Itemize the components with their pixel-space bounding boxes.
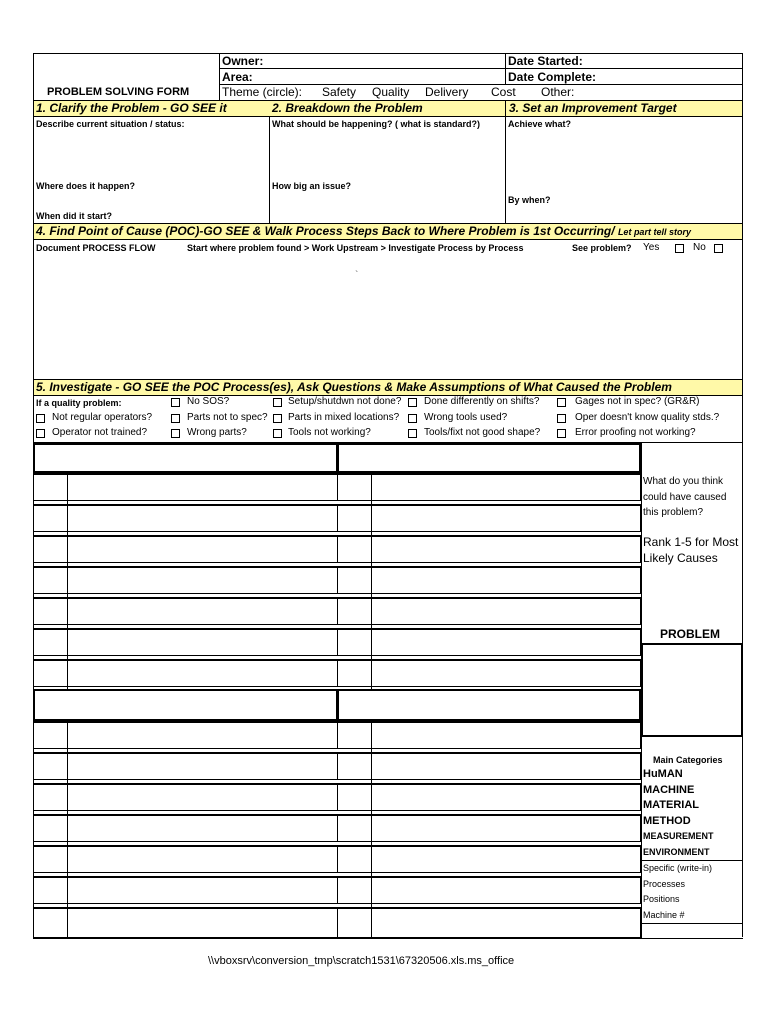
category-human: HuMAN — [643, 768, 683, 780]
section1-title: 1. Clarify the Problem - GO SEE it — [36, 101, 227, 115]
cause-row[interactable] — [33, 783, 338, 811]
cause-row[interactable] — [337, 907, 641, 938]
check-parts-mixed: Parts in mixed locations? — [288, 412, 400, 423]
check-error-proofing: Error proofing not working? — [575, 427, 696, 438]
check-no-sos: No SOS? — [187, 396, 230, 407]
process-flow-area[interactable] — [35, 256, 740, 376]
cause-row[interactable] — [33, 659, 338, 687]
cause-row[interactable] — [33, 597, 338, 625]
check-done-differently: Done differently on shifts? — [424, 396, 540, 407]
section5-title: 5. Investigate - GO SEE the POC Process(es), Ask Questions & Make Assumptions of What Caused the Problem — [36, 380, 672, 394]
theme-option-cost[interactable]: Cost — [491, 85, 516, 99]
checkbox-setup-shutdown[interactable] — [273, 398, 282, 407]
process-flow-label: Document PROCESS FLOW — [36, 243, 156, 253]
cause-row[interactable] — [337, 628, 641, 656]
checkbox-error-proofing[interactable] — [557, 429, 566, 438]
theme-option-other[interactable]: Other: — [541, 85, 575, 99]
checkbox-not-regular-operators[interactable] — [36, 414, 45, 423]
check-gages-not-spec: Gages not in spec? (GR&R) — [575, 396, 700, 407]
cause-row[interactable] — [33, 876, 338, 904]
spine-box-1[interactable] — [33, 689, 338, 721]
what-think-text: What do you think could have caused this problem? — [643, 476, 727, 518]
cause-row[interactable] — [337, 845, 641, 873]
section3-title: 3. Set an Improvement Target — [509, 101, 677, 115]
cause-row[interactable] — [337, 752, 641, 780]
check-tools-not-working: Tools not working? — [288, 427, 371, 438]
cause-row[interactable] — [337, 504, 641, 532]
cause-row[interactable] — [337, 597, 641, 625]
cause-row[interactable] — [33, 628, 338, 656]
file-path-footer: \\vboxsrv\conversion_tmp\scratch1531\67320506.xls.ms_office — [208, 955, 515, 967]
checkbox-no-sos[interactable] — [171, 398, 180, 407]
describe-situation-label: Describe current situation / status: — [36, 119, 185, 129]
checkbox-wrong-tools[interactable] — [408, 414, 417, 423]
cause-row[interactable] — [33, 752, 338, 780]
check-operator-not-trained: Operator not trained? — [52, 427, 148, 438]
category-measurement: MEASUREMENT — [643, 831, 714, 841]
check-tools-fixt-shape: Tools/fixt not good shape? — [424, 427, 541, 438]
section4-title-suffix: Let part tell story — [617, 227, 691, 237]
checkbox-tools-not-working[interactable] — [273, 429, 282, 438]
owner-label: Owner: — [222, 54, 264, 68]
date-complete-label: Date Complete: — [508, 70, 597, 84]
cause-row[interactable] — [33, 504, 338, 532]
cause-row[interactable] — [337, 566, 641, 594]
stray-mark: ` — [355, 270, 359, 281]
checkbox-tools-fixt-shape[interactable] — [408, 429, 417, 438]
checkbox-operator-not-trained[interactable] — [36, 429, 45, 438]
specific-processes: Processes — [643, 879, 686, 889]
check-wrong-tools: Wrong tools used? — [424, 412, 508, 423]
area-label: Area: — [222, 70, 253, 84]
quality-problem-label: If a quality problem: — [36, 398, 122, 408]
cause-row[interactable] — [33, 721, 338, 749]
check-wrong-parts: Wrong parts? — [187, 427, 247, 438]
cause-row[interactable] — [337, 876, 641, 904]
problem-label: PROBLEM — [660, 627, 720, 641]
cause-row[interactable] — [33, 907, 338, 938]
category-machine: MACHINE — [643, 784, 695, 796]
checkbox-done-differently[interactable] — [408, 398, 417, 407]
check-not-regular-operators: Not regular operators? — [52, 412, 153, 423]
category-header-box-2[interactable] — [337, 443, 641, 473]
form-title: PROBLEM SOLVING FORM — [47, 86, 190, 98]
checkbox-wrong-parts[interactable] — [171, 429, 180, 438]
cause-row[interactable] — [337, 659, 641, 687]
describe-situation-field[interactable] — [35, 132, 267, 178]
cause-row[interactable] — [337, 473, 641, 501]
checkbox-parts-mixed[interactable] — [273, 414, 282, 423]
theme-option-quality[interactable]: Quality — [372, 85, 410, 99]
category-header-box-1[interactable] — [33, 443, 338, 473]
cause-row[interactable] — [33, 473, 338, 501]
see-problem-no-label: No — [693, 242, 706, 253]
cause-row[interactable] — [337, 814, 641, 842]
cause-row[interactable] — [33, 814, 338, 842]
cause-row[interactable] — [337, 535, 641, 563]
where-happen-label: Where does it happen? — [36, 181, 136, 191]
process-flow-instructions: Start where problem found > Work Upstream > Investigate Process by Process — [187, 243, 524, 253]
theme-label: Theme (circle): — [222, 85, 303, 99]
see-problem-no-checkbox[interactable] — [714, 244, 723, 253]
spine-box-2[interactable] — [337, 689, 641, 721]
cause-row[interactable] — [33, 566, 338, 594]
cause-row[interactable] — [33, 535, 338, 563]
check-parts-not-spec: Parts not to spec? — [187, 412, 268, 423]
section2-title: 2. Breakdown the Problem — [272, 101, 423, 115]
see-problem-label: See problem? — [572, 243, 632, 253]
specific-write-in-label: Specific (write-in) — [643, 863, 713, 873]
how-big-label: How big an issue? — [272, 181, 352, 191]
specific-machine-number: Machine # — [643, 910, 685, 920]
cause-row[interactable] — [337, 721, 641, 749]
cause-row[interactable] — [337, 783, 641, 811]
frame-right-border — [742, 53, 743, 937]
date-started-label: Date Started: — [508, 54, 583, 68]
check-oper-quality-stds: Oper doesn't know quality stds.? — [575, 412, 720, 423]
cause-row[interactable] — [33, 845, 338, 873]
rank-text: Rank 1-5 for Most Likely Causes — [643, 535, 739, 565]
by-when-label: By when? — [508, 195, 551, 205]
main-categories-label: Main Categories — [653, 755, 723, 765]
section4-title: 4. Find Point of Cause (POC)-GO SEE & Walk Process Steps Back to Where Problem is 1st Occurring/ Let part tell story — [36, 224, 691, 238]
specific-positions: Positions — [643, 894, 680, 904]
category-method: METHOD — [643, 815, 691, 827]
category-material: MATERIAL — [643, 799, 700, 811]
checkbox-oper-quality-stds[interactable] — [557, 414, 566, 423]
theme-option-safety[interactable]: Safety — [322, 85, 357, 99]
achieve-what-label: Achieve what? — [508, 119, 572, 129]
checkbox-gages-not-spec[interactable] — [557, 398, 566, 407]
problem-box[interactable] — [641, 643, 743, 737]
checkbox-parts-not-spec[interactable] — [171, 414, 180, 423]
should-happen-label: What should be happening? ( what is standard?) — [272, 119, 480, 129]
see-problem-yes-checkbox[interactable] — [675, 244, 684, 253]
check-setup-shutdown: Setup/shutdwn not done? — [288, 396, 402, 407]
category-environment: ENVIRONMENT — [643, 847, 710, 857]
see-problem-yes-label: Yes — [643, 242, 660, 253]
when-start-label: When did it start? — [36, 211, 112, 221]
theme-option-delivery[interactable]: Delivery — [425, 85, 469, 99]
